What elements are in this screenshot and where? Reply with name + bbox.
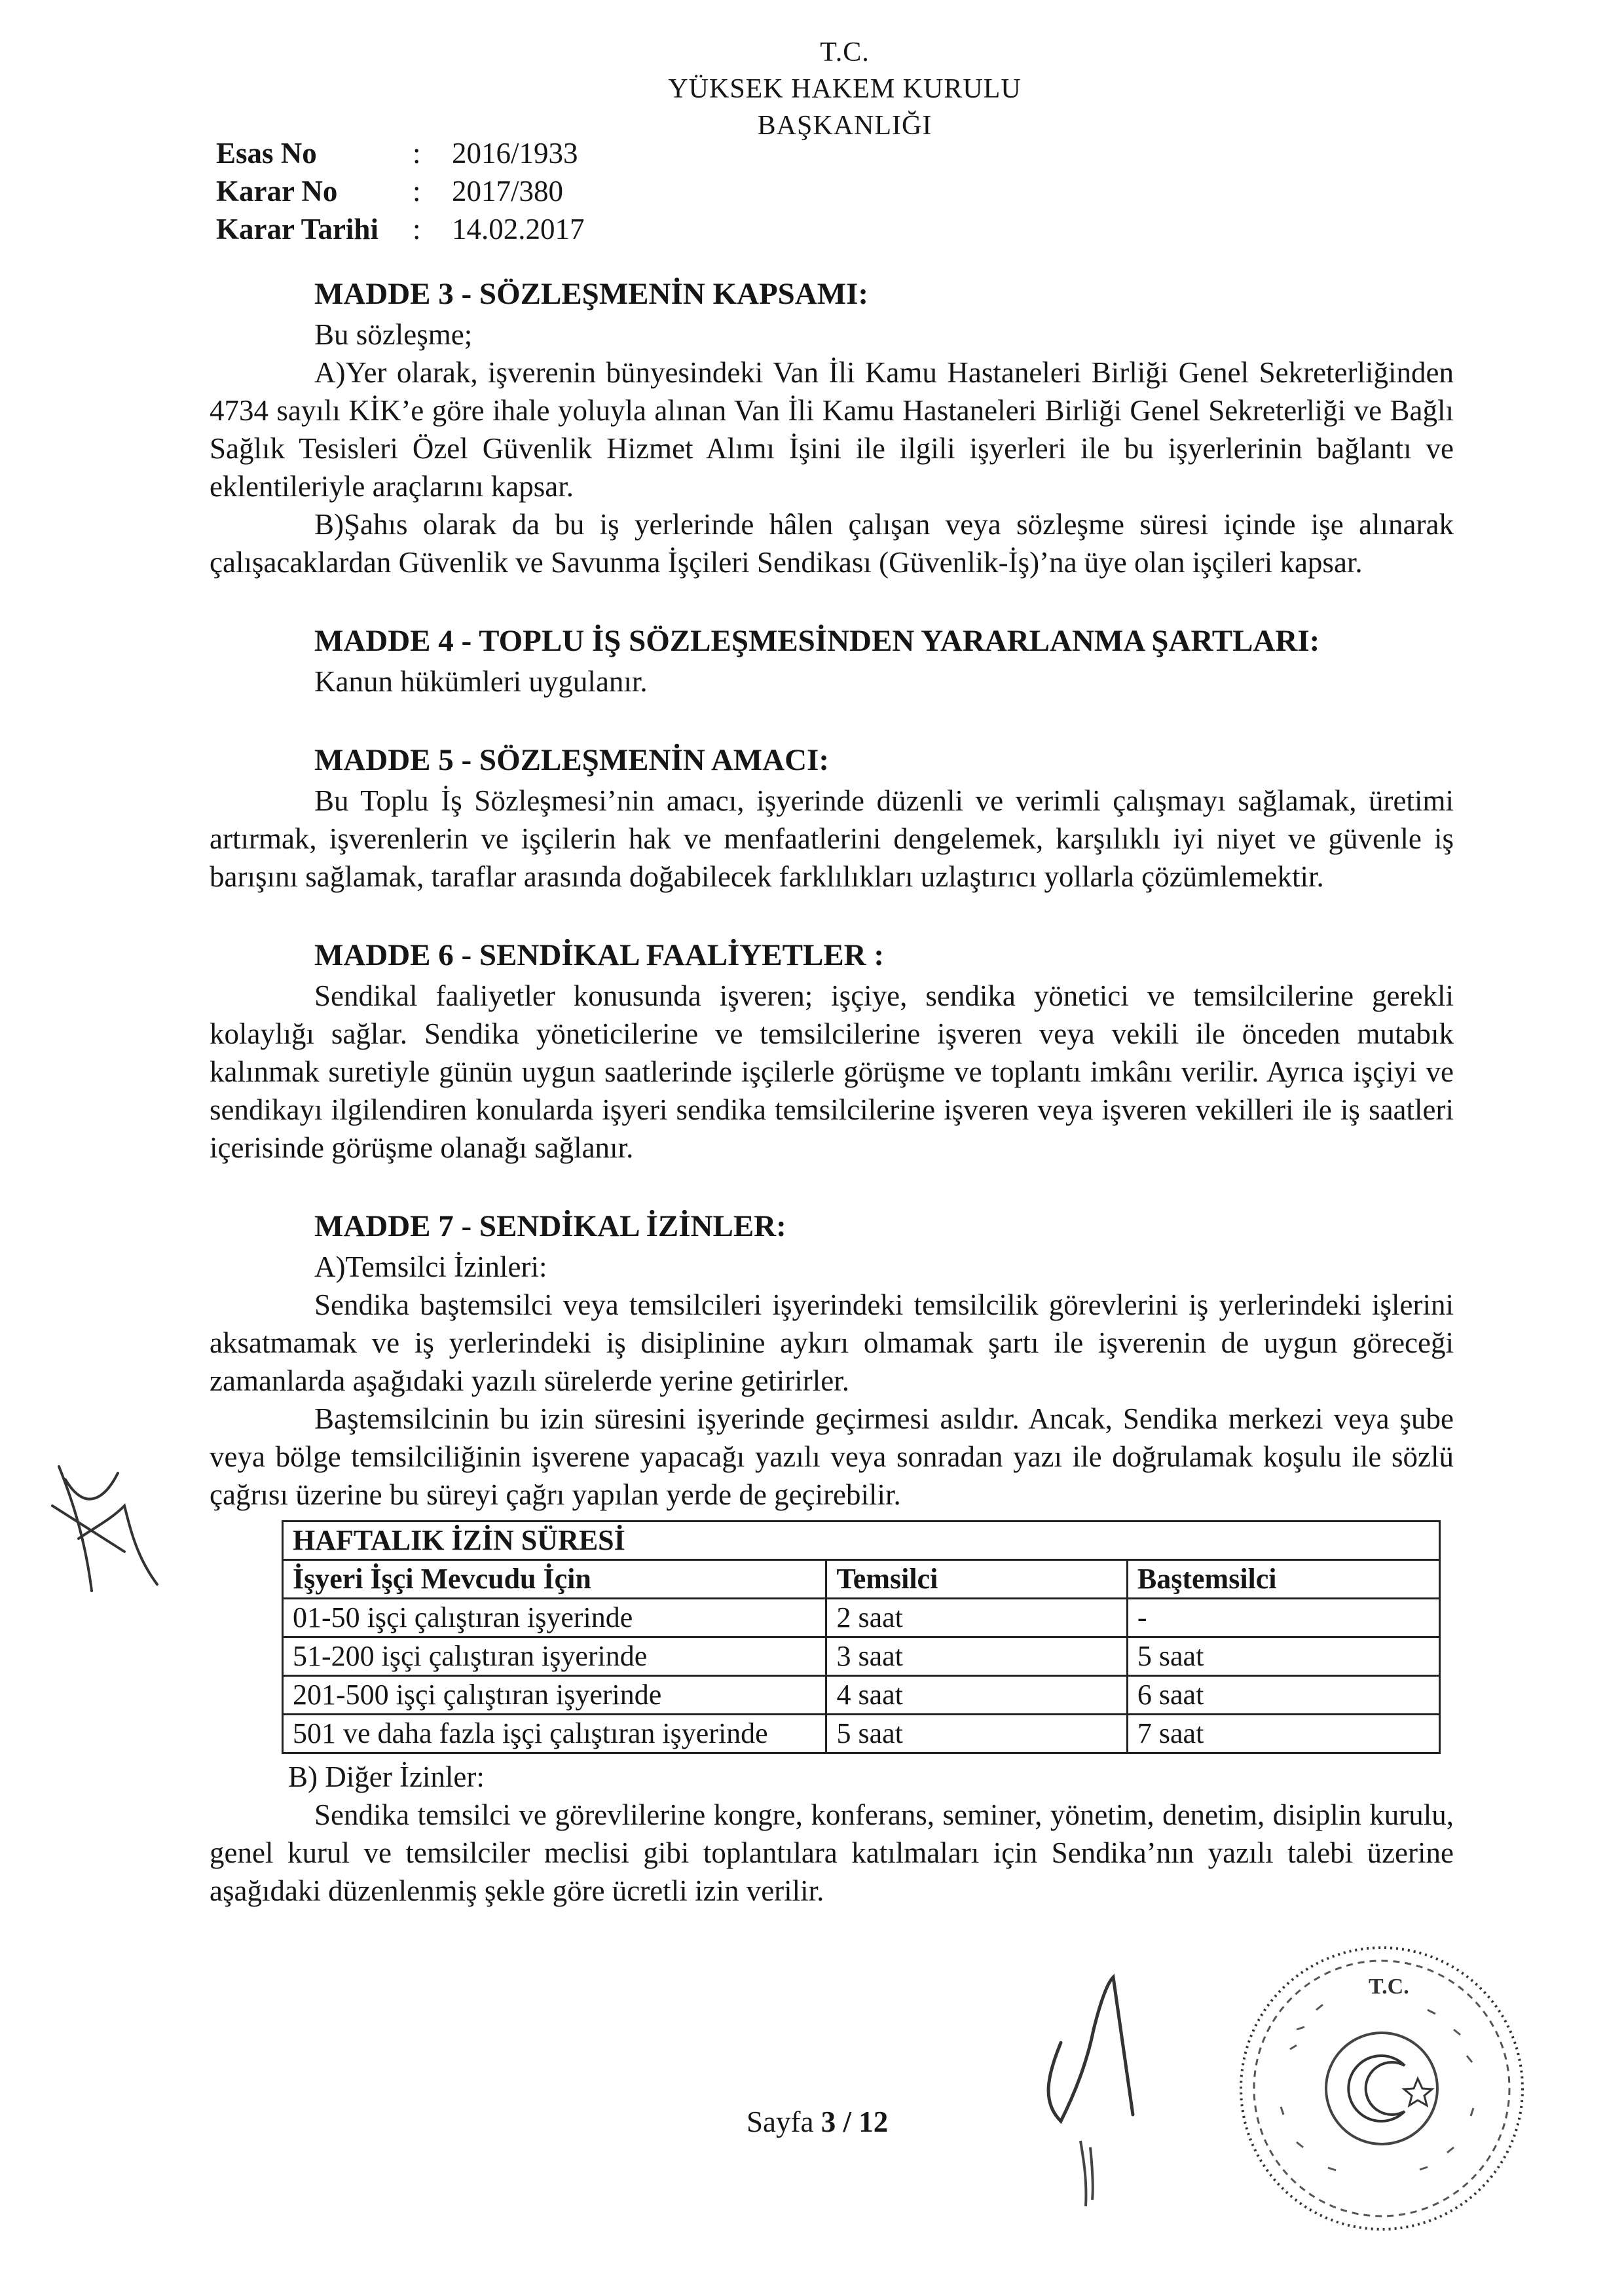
table-cell: 2 saat [826,1599,1127,1637]
esas-row [216,134,585,172]
handwritten-mark [1067,2134,1107,2213]
table-cell: 7 saat [1127,1715,1439,1753]
madde-5-heading: MADDE 5 - SÖZLEŞMENİN AMACI: [314,743,829,777]
madde-4-section [210,622,1454,701]
tarih-label: Karar Tarihi [216,213,378,246]
tarih-row [216,210,585,248]
madde-6-section [210,936,1454,1167]
weekly-leave-table [282,1520,1441,1754]
table-cell: - [1127,1599,1439,1637]
karar-value: 2017/380 [452,175,564,208]
table-header-cell: İşyeri İşçi Mevcudu İçin [283,1560,826,1599]
madde-3-paragraph-b: B)Şahıs olarak da bu iş yerlerinde hâlen çalışan veya sözleşme süresi içinde işe alınarak çalışacaklardan Güvenlik ve Savunma İşçileri Sendikası (Güvenlik-İş)’na üye olan işçileri kapsar. [210,508,1454,579]
table-title: HAFTALIK İZİN SÜRESİ [283,1522,1440,1560]
madde-5-text: Bu Toplu İş Sözleşmesi’nin amacı, işyerinde düzenli ve verimli çalışmayı sağlamak, üretimi artırmak, işverenlerin ve işçilerin hak ve menfaatlerini dengelemek, karşılıklı iyi niyet ve güvenle iş barışını sağlamak, taraflar arasında doğabilecek farklılıkları uzlaştırıcı yollarla çözümlemektir. [210,784,1454,893]
madde-7-paragraph-1: Sendika baştemsilci veya temsilcileri işyerindeki temsilcilik görevlerini iş yerlerindeki işlerini aksatmamak ve iş yerlerindeki iş disiplinine aykırı olmamak şartı ile işverenin de uygun göreceği zamanlarda aşağıdaki yazılı sürelerde yerine getirirler. [210,1288,1454,1397]
tarih-value: 14.02.2017 [452,213,585,246]
esas-label: Esas No [216,137,317,170]
document-body [210,275,1454,1910]
madde-7-a-title: A)Temsilci İzinleri: [314,1250,547,1283]
table-cell: 5 saat [1127,1637,1439,1676]
madde-4-text: Kanun hükümleri uygulanır. [314,665,648,698]
madde-4-heading: MADDE 4 - TOPLU İŞ SÖZLEŞMESİNDEN YARARLANMA ŞARTLARI: [314,624,1320,658]
table-cell: 501 ve daha fazla işçi çalıştıran işyerinde [283,1715,826,1753]
madde-7-b-title: B) Diğer İzinler: [288,1760,485,1793]
madde-7-section [210,1207,1454,1910]
table-row [283,1637,1440,1676]
esas-colon: : [413,137,421,170]
official-stamp [1231,1938,1532,2239]
karar-colon: : [413,175,421,208]
page-footer [747,2105,888,2139]
case-meta [216,134,585,248]
karar-label: Karar No [216,175,338,208]
madde-3-section [210,275,1454,581]
table-header-row [283,1560,1440,1599]
table-header-cell: Baştemsilci [1127,1560,1439,1599]
karar-row [216,172,585,210]
table-row [283,1599,1440,1637]
table-cell: 3 saat [826,1637,1127,1676]
madde-7-paragraph-3: Sendika temsilci ve görevlilerine kongre, konferans, seminer, yönetim, denetim, disiplin kurulu, genel kurul ve temsilciler meclisi gibi toplantılara katılmaları için Sendika’nın yazılı talebi üzerine aşağıdaki düzenlenmiş şekle göre ücretli izin verilir. [210,1798,1454,1907]
footer-prefix: Sayfa [747,2105,814,2138]
madde-3-paragraph-a: A)Yer olarak, işverenin bünyesindeki Van İli Kamu Hastaneleri Birliği Genel Sekreterliğinden 4734 sayılı KİK’e göre ihale yoluyla alınan Van İli Kamu Hastaneleri Birliği Genel Sekreterliği ve Bağlı Sağlık Tesisleri Özel Güvenlik Hizmet Alımı İşini ile ilgili işyerleri ile bu işyerlerinin bağlantı ve eklentileriyle araçlarını kapsar. [210,356,1454,503]
table-cell: 6 saat [1127,1676,1439,1715]
weekly-leave-table-wrap [282,1520,1441,1754]
footer-page-number: 3 / 12 [821,2105,889,2138]
table-header-cell: Temsilci [826,1560,1127,1599]
table-row [283,1676,1440,1715]
header-line-kurul: YÜKSEK HAKEM KURULU [668,74,1022,104]
table-row [283,1715,1440,1753]
table-cell: 4 saat [826,1676,1127,1715]
handwritten-signature-left [46,1460,177,1604]
esas-value: 2016/1933 [452,137,578,170]
header-line-baskanlik: BAŞKANLIĞI [757,111,932,141]
tarih-colon: : [413,213,421,246]
table-title-row [283,1522,1440,1560]
madde-7-heading: MADDE 7 - SENDİKAL İZİNLER: [314,1209,786,1243]
madde-5-section [210,741,1454,896]
madde-6-text: Sendikal faaliyetler konusunda işveren; işçiye, sendika yönetici ve temsilcilerine gerekli kolaylığı sağlar. Sendika yöneticilerine ve temsilcilerine işveren veya vekili ile önceden mutabık kalınmak suretiyle günün uygun saatlerinde işçilerle görüşme ve toplantı imkânı verilir. Ayrıca işçiyi ve sendikayı ilgilendiren konularda işyeri sendika temsilcilerine işveren veya işveren vekilleri ile iş saatleri içerisinde görüşme olanağı sağlanır. [210,979,1454,1164]
table-cell: 51-200 işçi çalıştıran işyerinde [283,1637,826,1676]
madde-3-heading: MADDE 3 - SÖZLEŞMENİN KAPSAMI: [314,277,869,311]
table-cell: 5 saat [826,1715,1127,1753]
stamp-center-text: T.C. [1369,1975,1409,1999]
institution-header [589,34,1100,144]
madde-3-intro: Bu sözleşme; [314,318,473,351]
madde-7-paragraph-2: Baştemsilcinin bu izin süresini işyerinde geçirmesi asıldır. Ancak, Sendika merkezi veya şube veya bölge temsilciliğinin işverene yapacağı yazılı veya sonradan yazı ile doğrulamak koşulu ile sözlü çağrısı üzerine bu süreyi çağrı yapılan yerde de geçirebilir. [210,1402,1454,1511]
handwritten-signature-center [1022,1964,1166,2134]
table-cell: 201-500 işçi çalıştıran işyerinde [283,1676,826,1715]
madde-6-heading: MADDE 6 - SENDİKAL FAALİYETLER : [314,938,885,972]
header-line-tc: T.C. [820,37,870,67]
table-cell: 01-50 işçi çalıştıran işyerinde [283,1599,826,1637]
